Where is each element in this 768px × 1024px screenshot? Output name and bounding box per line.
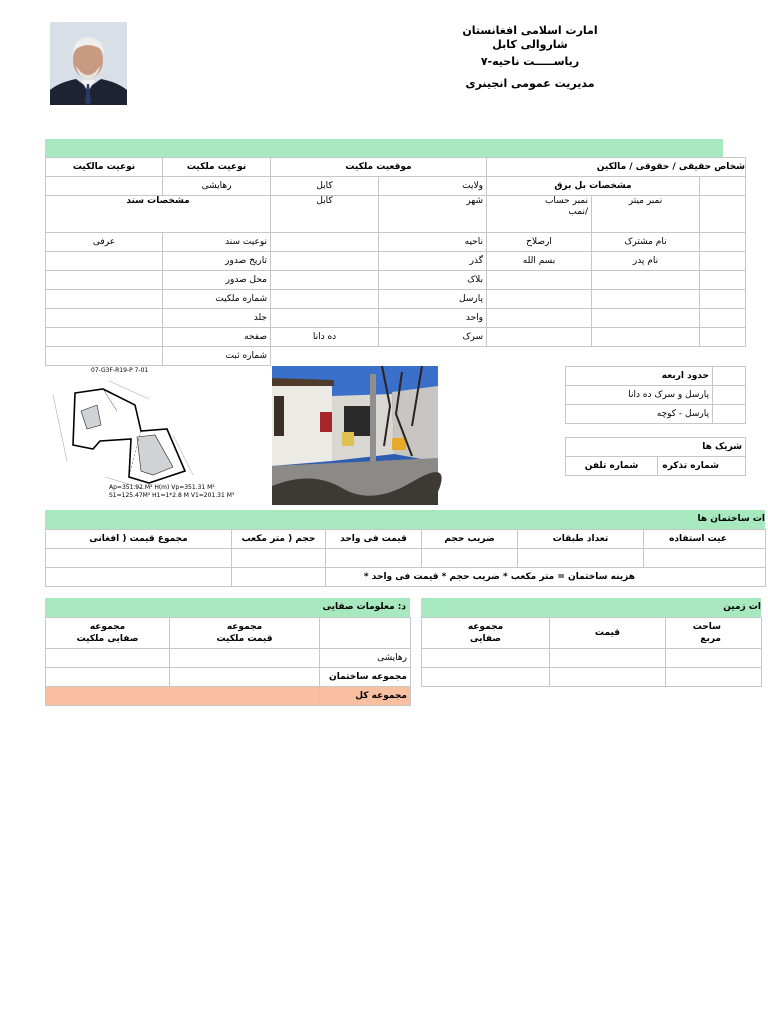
doc-type-label: نوعیت سند [163, 233, 271, 252]
volume-label: جلد [163, 309, 271, 328]
street-value: ده دانا [271, 328, 379, 347]
partners-col-tazkira: شماره تذکره [658, 457, 746, 476]
col-use: عیت استفاده [644, 530, 766, 549]
block-label: بلاک [379, 271, 487, 290]
header-line-2: شاروالی کابل [492, 38, 568, 51]
land-col-price: قیمت [550, 618, 666, 649]
header-line-1: امارت اسلامی افغانستان [462, 24, 598, 37]
property-photo [272, 366, 438, 505]
plan-stats-2: S1=125.47M² H1=1*2.8 M V1=201.31 M³ [109, 492, 235, 499]
father-value: بسم الله [487, 252, 592, 271]
subscriber-name: نام مشترک [592, 233, 700, 252]
electric-spec: مشخصات بل برق [487, 177, 700, 196]
safai-title: د: معلومات صفایی [45, 598, 410, 617]
account-no-sub: /نمب [568, 207, 588, 217]
account-no: نمبر حساب [544, 196, 588, 206]
partners-box [565, 437, 743, 477]
col-property-type: نوعیت ملکیت [163, 158, 271, 177]
boundaries-row-2: پارسل - کوچه [566, 405, 713, 424]
land-title: ات زمین [421, 598, 761, 617]
land-col-area-sub: مربع [700, 634, 721, 644]
city-label: شهر [379, 196, 487, 233]
doc-spec-label: مشخصات سند [46, 196, 271, 233]
gozar-label: گذر [379, 252, 487, 271]
safai-col-sum-sub: صفایی ملکیت [76, 634, 139, 644]
street-label: سرک [379, 328, 487, 347]
col-floors: تعداد طبقات [518, 530, 644, 549]
reg-no-label: شماره ثبت [163, 347, 271, 366]
col-volume-coef: ضریب حجم [422, 530, 518, 549]
owner-photo [50, 22, 127, 105]
unit-label: واحد [379, 309, 487, 328]
province-label: ولایت [379, 177, 487, 196]
land-col-total: مجموعه [467, 622, 504, 632]
safai-col-value-cell [170, 618, 320, 649]
header-line-3: ریاســـــت ناحیه-۷ [480, 55, 580, 68]
col-unit-price: قیمت فی واحد [326, 530, 422, 549]
land-col-total-sub: صفایی [469, 634, 502, 644]
property-type-value: رهایشی [163, 177, 271, 196]
property-no-label: شماره ملکیت [163, 290, 271, 309]
plan-stats-1: Ap=351.92 M² H(m) Vp=351.31 M² [109, 484, 215, 491]
account-no-cell [487, 196, 592, 233]
site-plan [45, 365, 235, 500]
land-col-area: ساحت [692, 622, 721, 632]
plan-top-text: 07-G3F-R19-P 7-01 [91, 367, 149, 374]
safai-col-value-sub: قیمت ملکیت [216, 634, 273, 644]
header-line-4: مدیریت عمومی انجینری [465, 77, 595, 90]
owners-section [45, 139, 746, 361]
meter-no: نمبر میتر [592, 196, 700, 233]
page-label: صفحه [163, 328, 271, 347]
safai-col-sum-cell [46, 618, 170, 649]
province-value: کابل [271, 177, 379, 196]
owners-table [45, 157, 746, 366]
land-section [421, 598, 761, 690]
boundaries-box [565, 366, 723, 424]
owners-bar-title: شخاص حقیقی / حقوقی / مالکین [487, 158, 746, 177]
safai-row-residential: رهایشی [320, 649, 411, 668]
col-owner-status: نوعیت مالکیت [46, 158, 163, 177]
col-total-price: مجموع قیمت ( افغانی [46, 530, 232, 549]
subscriber-value: ارصلاح [487, 233, 592, 252]
safai-col-sum: مجموعه [89, 622, 126, 632]
building-formula: هزینه ساختمان = متر مکعب * ضریب حجم * قیمت فی واحد * [326, 568, 766, 587]
col-volume: حجم ( متر مکعب [232, 530, 326, 549]
land-col-total-cell [422, 618, 550, 649]
buildings-title: ات ساختمان ها [45, 510, 765, 529]
partners-col-phone: شماره تلفن [566, 457, 658, 476]
plan-drawing [45, 371, 235, 491]
parcel-label: پارسل [379, 290, 487, 309]
col-location: موقعیت ملکیت [271, 158, 487, 177]
boundaries-title: حدود اربعه [566, 367, 713, 386]
issue-date-label: تاریخ صدور [163, 252, 271, 271]
safai-col-value: مجموعه [226, 622, 263, 632]
owners-bar [45, 139, 723, 157]
partners-title: شریک ها [566, 438, 746, 457]
doc-type-value: عرفی [46, 233, 163, 252]
father-name: نام پدر [592, 252, 700, 271]
buildings-section [45, 510, 765, 590]
district-label: ناحیه [379, 233, 487, 252]
safai-row-grand-total: مجموعه کل [320, 687, 411, 706]
boundaries-row-1: پارسل و سرک ده دانا [566, 386, 713, 405]
safai-section [45, 598, 410, 708]
safai-row-building-total: مجموعه ساختمان [320, 668, 411, 687]
city-value: کابل [271, 196, 379, 233]
issue-place-label: محل صدور [163, 271, 271, 290]
land-col-area-cell [666, 618, 762, 649]
